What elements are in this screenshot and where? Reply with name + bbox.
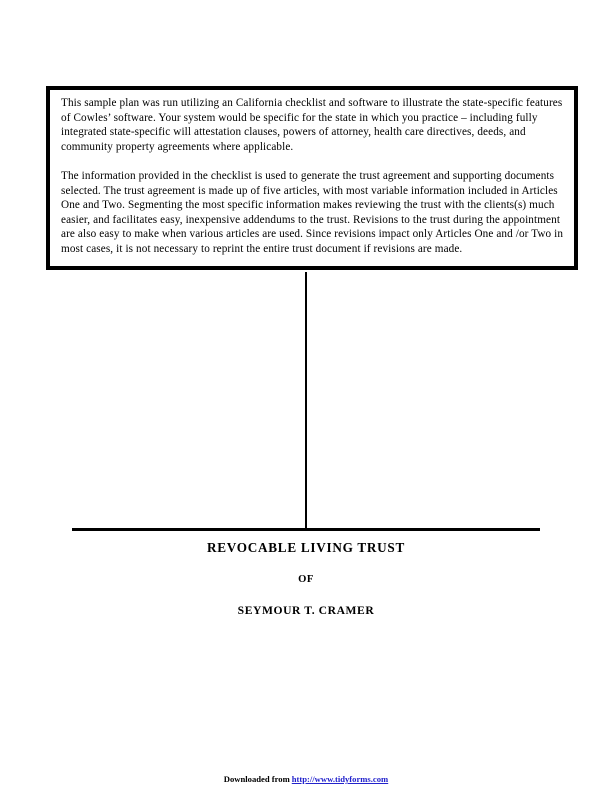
intro-text-box: [46, 86, 578, 270]
page-footer: [0, 774, 612, 785]
footer-source-link[interactable]: http://www.tidyforms.com: [291, 774, 389, 784]
title-connector: OF: [298, 574, 314, 585]
title-block: [0, 540, 612, 618]
intro-text-box-content: [50, 90, 574, 257]
vertical-divider-line: [305, 272, 307, 530]
document-title: REVOCABLE LIVING TRUST: [207, 540, 405, 555]
intro-paragraph-1: This sample plan was run utilizing an California checklist and software to illustrate the state-specific features of Cowles’ software. Your system would be specific for the state in which you practice – including fully integrated state-specific will attestation clauses, powers of attorney, health care directives, deeds, and community property agreements where applicable.: [61, 97, 563, 153]
document-subject-name: SEYMOUR T. CRAMER: [237, 604, 375, 617]
footer-label: Downloaded from: [223, 774, 290, 784]
intro-paragraph-2: The information provided in the checklist is used to generate the trust agreement and supporting documents selected. The trust agreement is made up of five articles, with most variable information included in Articles One and Two. Segmenting the most specific information makes reviewing the trust with the clients(s) much easier, and facilitates easy, inexpensive addendums to the trust. Revisions to the trust during the appointment are also easy to make when various articles are used. Since revisions impact only Articles One and /or Two in most cases, it is not necessary to reprint the entire trust document if revisions are made.: [61, 169, 564, 255]
horizontal-divider-line: [72, 528, 540, 531]
